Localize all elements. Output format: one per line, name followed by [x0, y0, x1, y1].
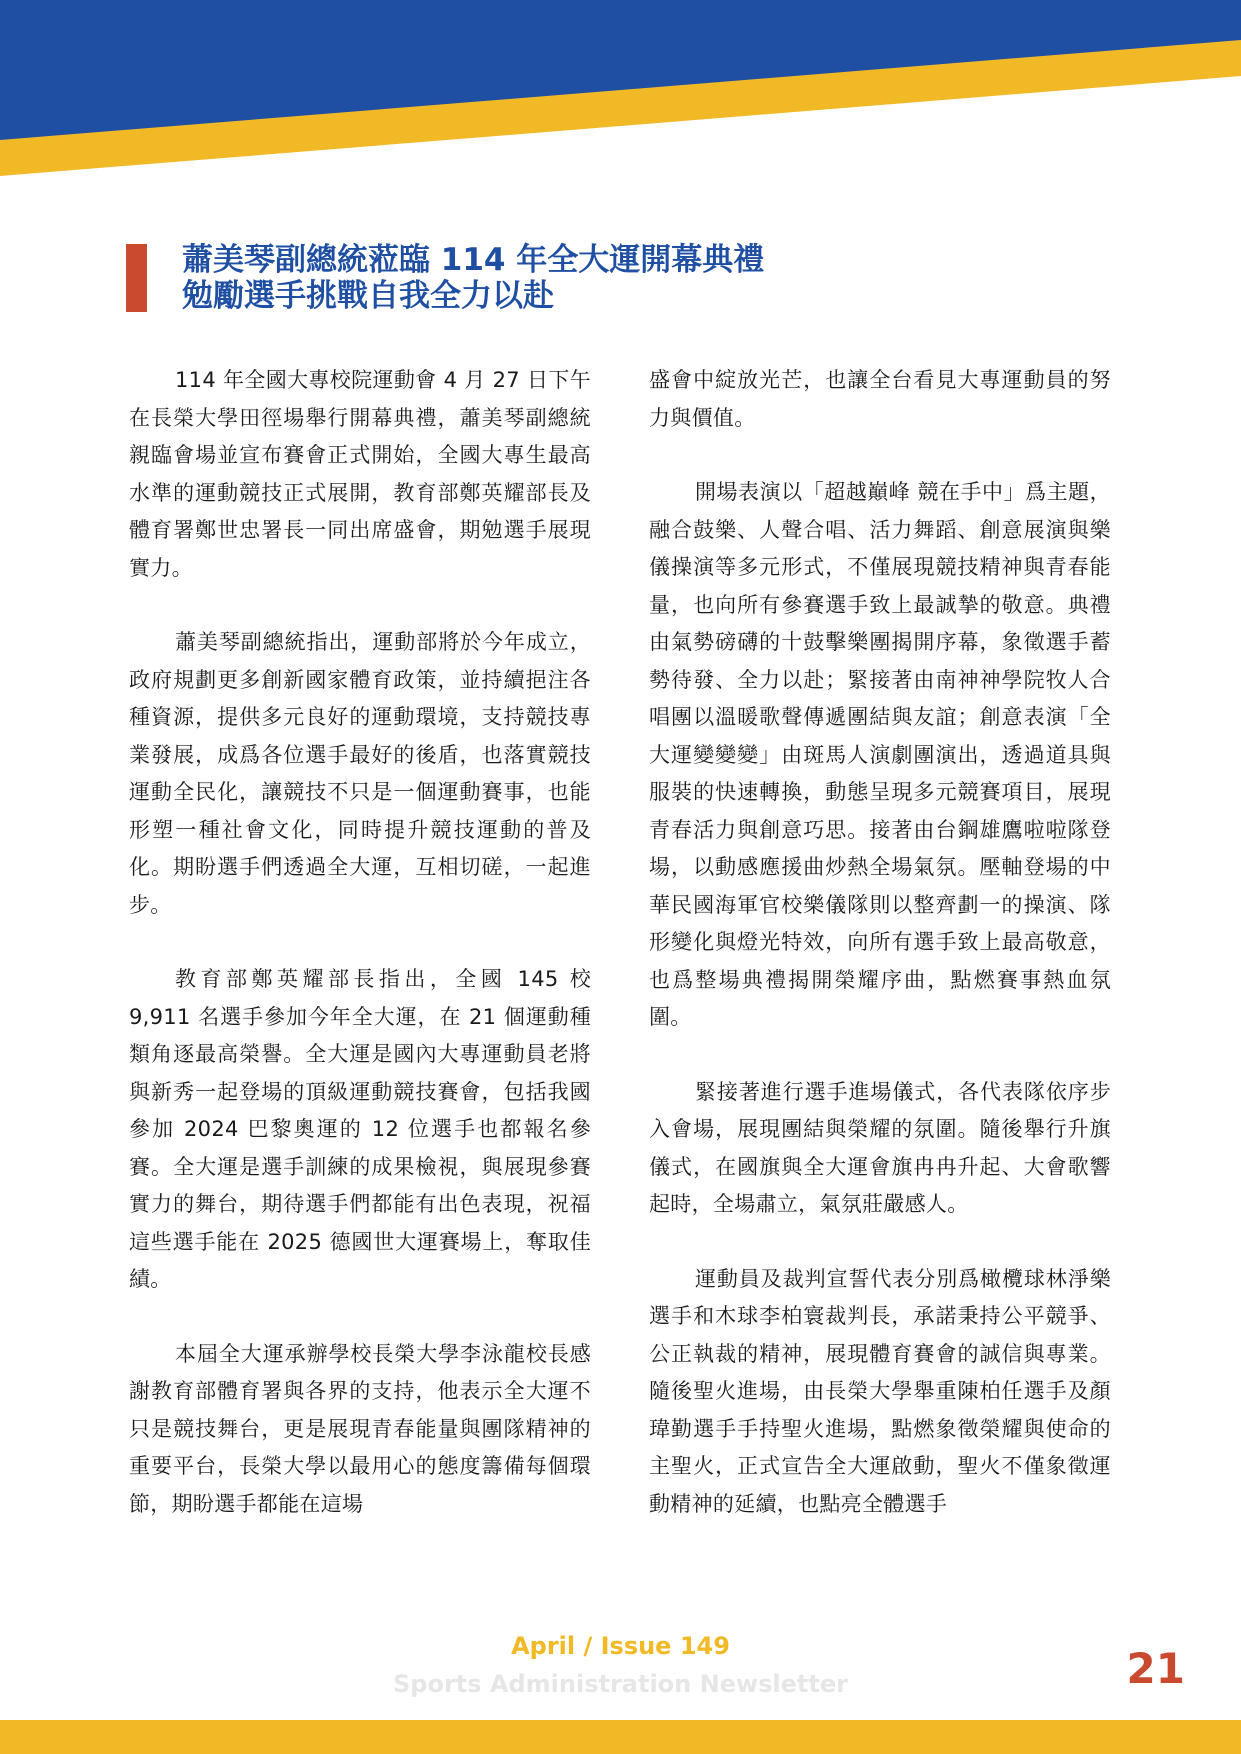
right-column [649, 362, 1111, 1560]
title-accent-bar [126, 244, 147, 312]
paragraph: 開場表演以「超越巔峰 競在手中」爲主題，融合鼓樂、人聲合唱、活力舞蹈、創意展演與樂儀操演等多元形式，不僅展現競技精神與青春能量，也向所有參賽選手致上最誠摯的敬意。典禮由氣勢磅礴的十鼓擊樂團揭開序幕，象徵選手蓄勢待發、全力以赴；緊接著由南神神學院牧人合唱團以溫暖歌聲傳遞團結與友誼；創意表演「全大運變變變」由斑馬人演劇團演出，透過道具與服裝的快速轉換，動態呈現多元競賽項目，展現青春活力與創意巧思。接著由台鋼雄鷹啦啦隊登場，以動感應援曲炒熱全場氣氛。壓軸登場的中華民國海軍官校樂儀隊則以整齊劃一的操演、隊形變化與燈光特效，向所有選手致上最高敬意，也爲整場典禮揭開榮耀序曲，點燃賽事熱血氛圍。 [649, 480, 1111, 1029]
page-number: 21 [1126, 1644, 1185, 1693]
paragraph: 運動員及裁判宣誓代表分別爲橄欖球林淨樂選手和木球李柏寰裁判長，承諾秉持公平競爭、公正執裁的精神，展現體育賽會的誠信與專業。隨後聖火進場，由長榮大學舉重陳柏任選手及顏瑋勤選手手持聖火進場，點燃象徵榮耀與使命的主聖火，正式宣告全大運啟動，聖火不僅象徵運動精神的延續，也點亮全體選手 [649, 1266, 1111, 1516]
title-line-2: 勉勵選手挑戰自我全力以赴 [182, 278, 554, 314]
paragraph: 緊接著進行選手進場儀式，各代表隊依序步入會場，展現團結與榮耀的氛圍。隨後舉行升旗儀式，在國旗與全大運會旗冉冉升起、大會歌響起時，全場肅立，氣氛莊嚴感人。 [649, 1079, 1111, 1216]
paragraph: 蕭美琴副總統指出，運動部將於今年成立，政府規劃更多創新國家體育政策，並持續挹注各種資源，提供多元良好的運動環境，支持競技專業發展，成爲各位選手最好的後盾，也落實競技運動全民化，讓競技不只是一個運動賽事，也能形塑一種社會文化，同時提升競技運動的普及化。期盼選手們透過全大運，互相切磋，一起進步。 [129, 630, 591, 917]
paragraph: 114 年全國大專校院運動會 4 月 27 日下午在長榮大學田徑場舉行開幕典禮，蕭美琴副總統親臨會場並宣布賽會正式開始，全國大專生最高水準的運動競技正式展開，教育部鄭英耀部長及體育署鄭世忠署長一同出席盛會，期勉選手展現實力。 [129, 368, 591, 580]
left-column [129, 362, 591, 1560]
footer-stripe [0, 1720, 1241, 1754]
paragraph: 教育部鄭英耀部長指出，全國 145 校 9,911 名選手參加今年全大運，在 21 個運動種類角逐最高榮譽。全大運是國內大專運動員老將與新秀一起登場的頂級運動競技賽會，包括我國參加 2024 巴黎奧運的 12 位選手也都報名參賽。全大運是選手訓練的成果檢視，與展現參賽實力的舞台，期待選手們都能有出色表現，祝福這些選手能在 2025 德國世大運賽場上，奪取佳績。 [129, 967, 591, 1291]
header-banner [0, 0, 1241, 180]
title-line-1: 蕭美琴副總統蒞臨 114 年全大運開幕典禮 [182, 242, 765, 278]
footer-publication-name: Sports Administration Newsletter [392, 1670, 848, 1698]
paragraph: 本屆全大運承辦學校長榮大學李泳龍校長感謝教育部體育署與各界的支持，他表示全大運不只是競技舞台，更是展現青春能量與團隊精神的重要平台，長榮大學以最用心的態度籌備每個環節，期盼選手都能在這場 [129, 1341, 591, 1516]
footer-issue: April / Issue 149 [511, 1632, 730, 1660]
paragraph-continuation: 盛會中綻放光芒，也讓全台看見大專運動員的努力與價值。 [649, 368, 1111, 430]
